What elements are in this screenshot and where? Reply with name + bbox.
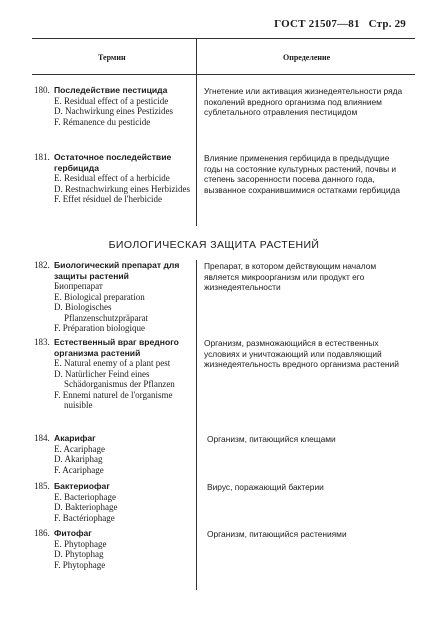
column-header-terms: Термин bbox=[98, 53, 126, 62]
translation-fr: F. Préparation biologique bbox=[54, 323, 146, 333]
column-divider-lower bbox=[196, 260, 197, 590]
definition-180: Угнетение или активация жизнедеятельности ряда поколений вредного организма под влиянием сублетального отравления пестицидом bbox=[204, 86, 403, 117]
term-entry-181 bbox=[34, 152, 192, 205]
term-entry-186 bbox=[34, 528, 192, 570]
term-name-line1: Естественный враг вредного bbox=[54, 337, 179, 347]
term-name-line2: гербицида bbox=[54, 162, 99, 173]
term-name-line1: Остаточное последействие bbox=[54, 152, 172, 162]
column-divider bbox=[196, 38, 197, 226]
table-header-rule bbox=[32, 74, 415, 75]
standard-code: ГОСТ 21507—81 bbox=[274, 18, 360, 30]
translation-de: D. Restnachwirkung eines Herbizides bbox=[54, 183, 190, 194]
term-name: Акарифаг bbox=[54, 433, 96, 443]
translation-de: D. Nachwirkung eines Pestizides bbox=[54, 106, 173, 116]
term-entry-183 bbox=[34, 337, 192, 411]
term-name: Последействие пестицида bbox=[54, 85, 168, 95]
section-title: БИОЛОГИЧЕСКАЯ ЗАЩИТА РАСТЕНИЙ bbox=[108, 239, 320, 251]
term-name-line1: Биологический препарат для bbox=[54, 260, 180, 270]
translation-en: E. Residual effect of a pesticide bbox=[54, 95, 169, 106]
entry-number: 186. bbox=[34, 528, 50, 538]
entry-number: 183. bbox=[34, 337, 50, 347]
translation-fr: F. Phytophage bbox=[54, 559, 106, 570]
term-name-line2: защиты растений bbox=[54, 270, 129, 281]
definition-186: Организм, питающийся растениями bbox=[207, 529, 347, 539]
term-name-line2: организма растений bbox=[54, 347, 141, 358]
translation-de: D. Biologisches Pflanzenschutzpräparat bbox=[54, 302, 148, 323]
translation-fr: F. Rémanence du pesticide bbox=[54, 116, 151, 127]
translation-de: D. Phytophag bbox=[54, 549, 104, 559]
definition-181: Влияние применения гербицида в предыдущие годы на состояние культурных растений, почвы и степень засоренности посева данного года, вызванное сохранившимися остатками гербицида bbox=[204, 153, 401, 195]
entry-number: 181. bbox=[34, 152, 50, 162]
translation-fr: F. Acariphage bbox=[54, 464, 104, 475]
translation-en: E. Biological preparation bbox=[54, 291, 145, 302]
term-entry-180 bbox=[34, 85, 192, 127]
column-header-definition: Определение bbox=[283, 53, 331, 62]
term-entry-182 bbox=[34, 260, 192, 334]
translation-en: E. Residual effect of a herbicide bbox=[54, 173, 170, 183]
translation-en: E. Bacteriophage bbox=[54, 491, 116, 502]
translation-de: D. Natürlicher Feind eines Schädorganismus der Pflanzen bbox=[54, 368, 175, 389]
entry-number: 184. bbox=[34, 433, 50, 443]
definition-182: Препарат, в котором действующим началом является микроорганизм или продукт его жизнедеятельности bbox=[204, 261, 377, 292]
term-entry-185 bbox=[34, 481, 192, 523]
translation-fr: F. Bactériophage bbox=[54, 512, 115, 523]
term-name: Фитофаг bbox=[54, 528, 92, 538]
definition-185: Вирус, поражающий бактерии bbox=[207, 482, 324, 492]
entry-number: 185. bbox=[34, 481, 50, 491]
translation-en: E. Natural enemy of a plant pest bbox=[54, 358, 171, 368]
translation-de: D. Bakteriophage bbox=[54, 502, 118, 512]
translation-fr: F. Ennemi naturel de l'organisme nuisible bbox=[54, 389, 173, 410]
term-synonym: Биопрепарат bbox=[54, 281, 103, 291]
definition-184: Организм, питающийся клещами bbox=[207, 434, 336, 444]
term-entry-184 bbox=[34, 433, 192, 475]
table-top-rule bbox=[32, 38, 415, 39]
entry-number: 180. bbox=[34, 85, 50, 95]
entry-number: 182. bbox=[34, 260, 50, 270]
translation-fr: F. Effet résiduel de l'herbicide bbox=[54, 194, 162, 204]
page-number: Стр. 29 bbox=[368, 18, 406, 30]
translation-en: E. Phytophage bbox=[54, 538, 107, 549]
term-name: Бактериофаг bbox=[54, 481, 110, 491]
translation-de: D. Akariphag bbox=[54, 454, 103, 464]
definition-183: Организм, размножающийся в естественных условиях и уничтожающий или подавляющий жизнедеятельность вредного организма растений bbox=[204, 338, 399, 369]
translation-en: E. Acariphage bbox=[54, 443, 105, 454]
page-header bbox=[274, 18, 406, 30]
